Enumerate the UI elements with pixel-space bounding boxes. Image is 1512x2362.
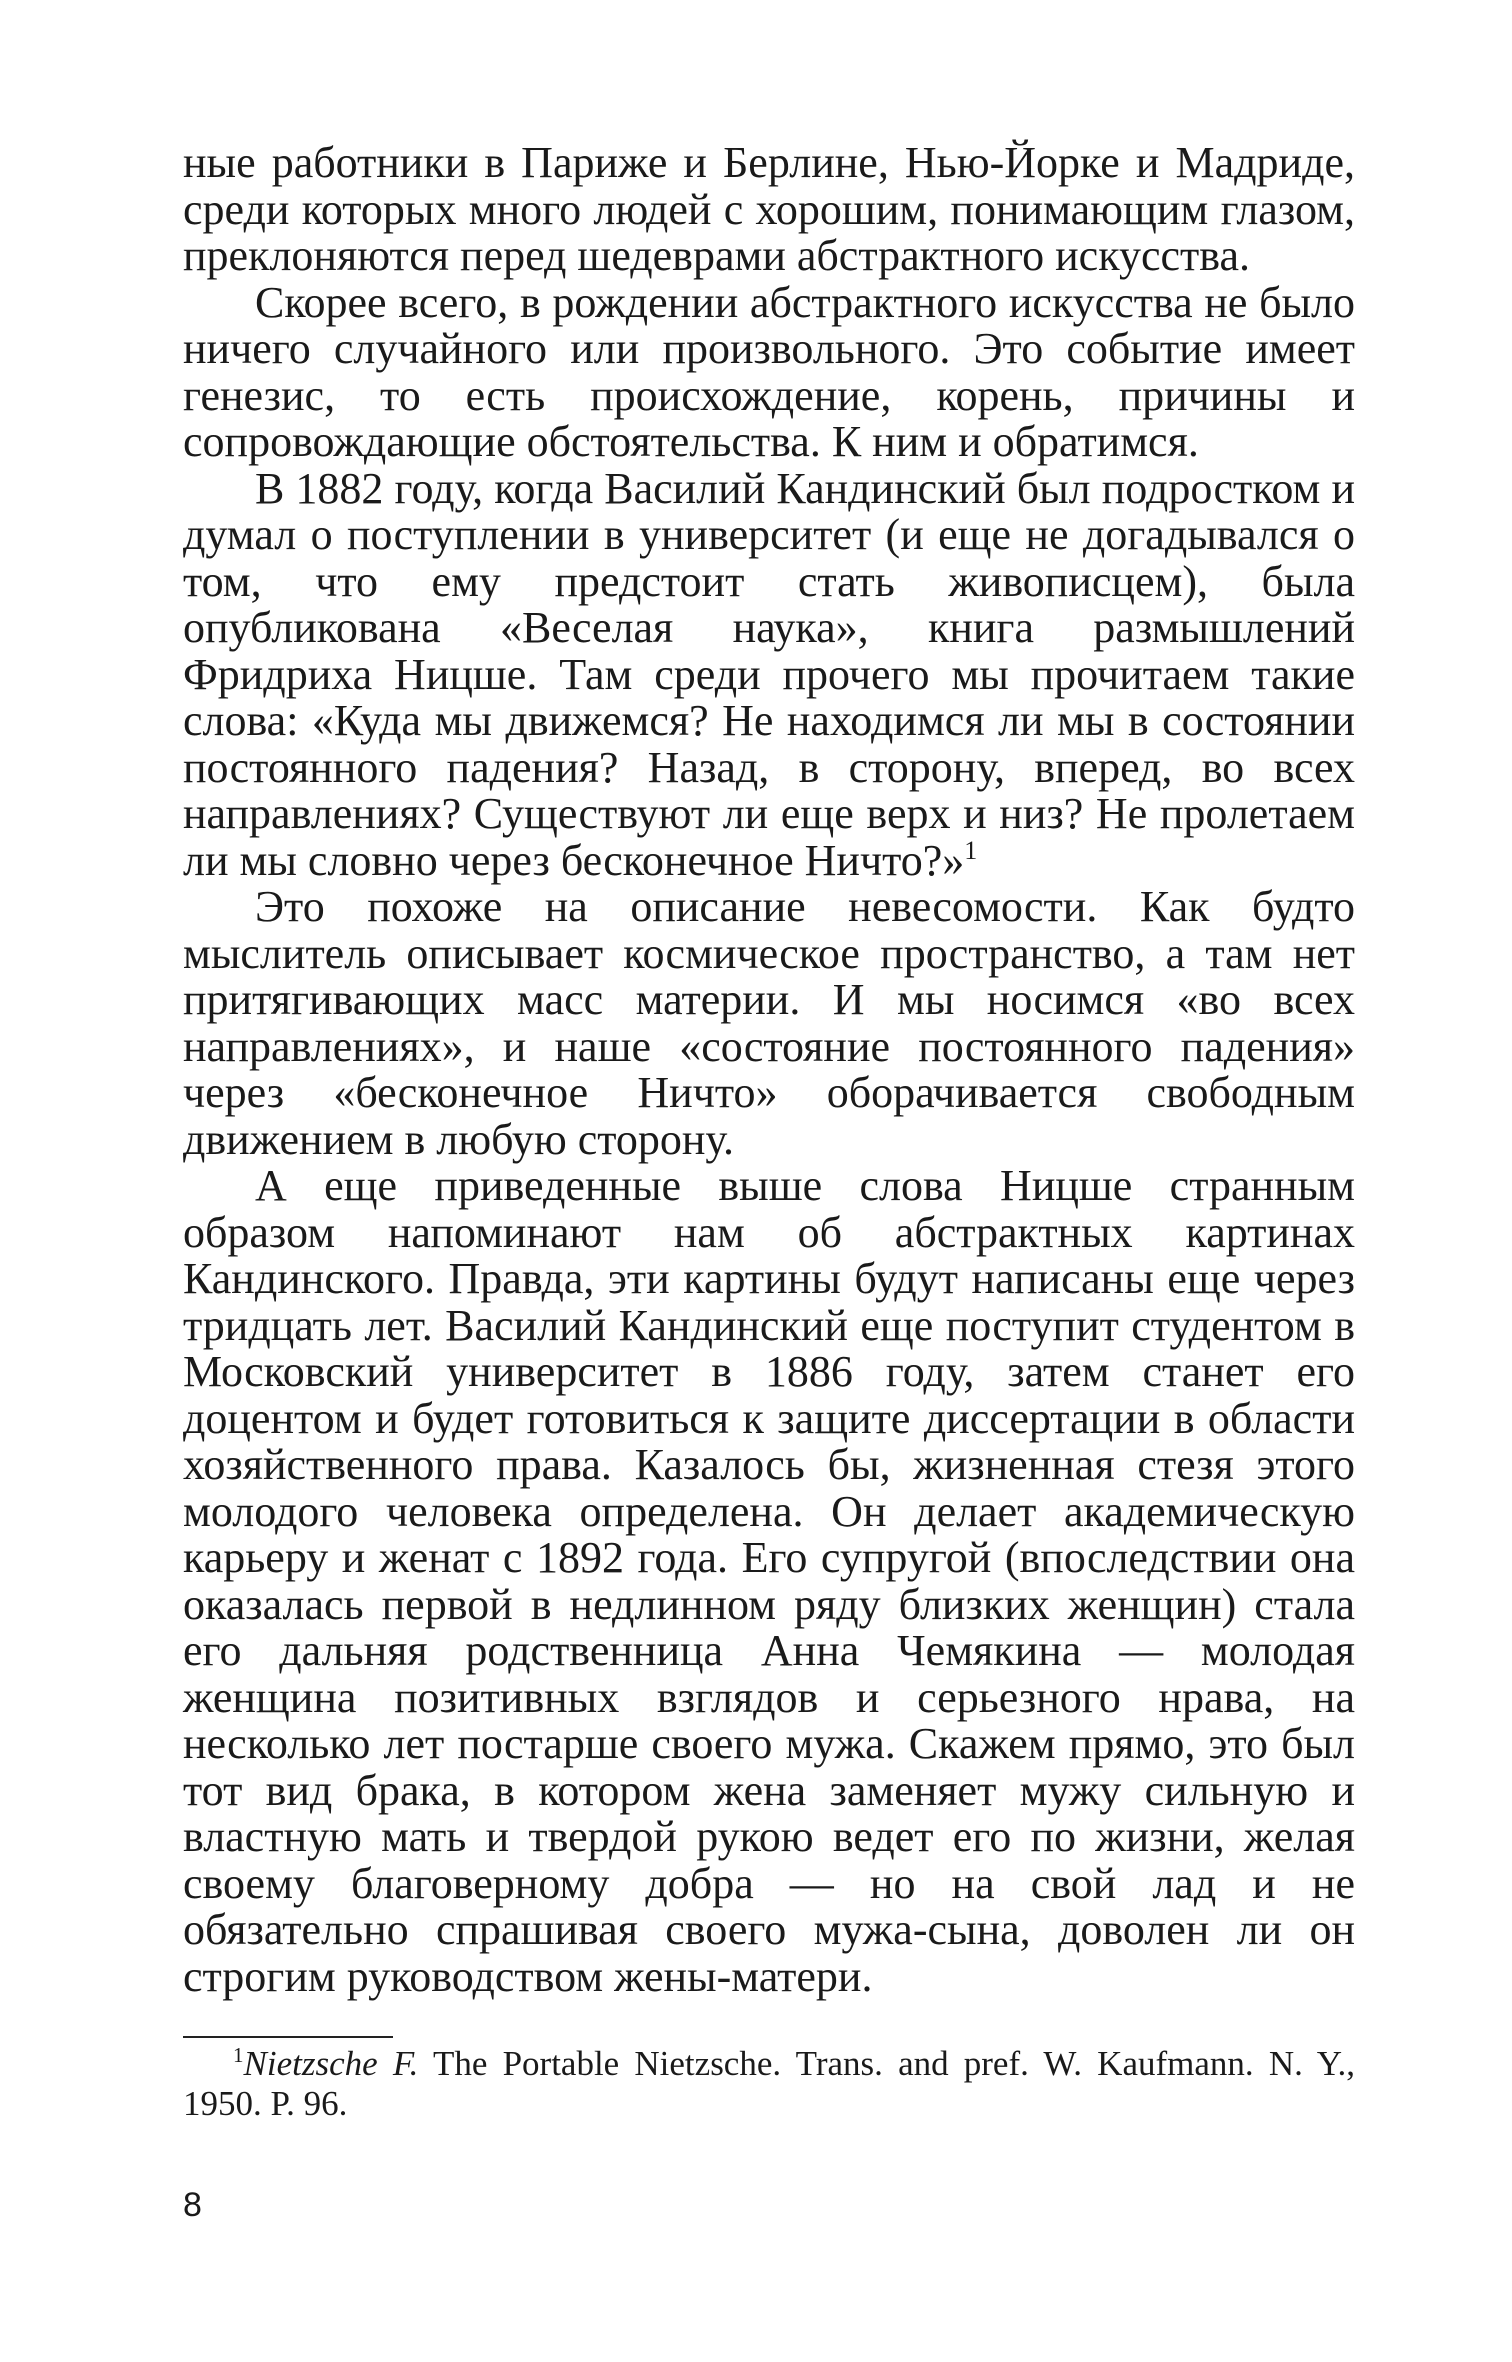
footnote-divider: [183, 2036, 393, 2038]
footnote-reference[interactable]: 1: [964, 835, 978, 865]
page-number: 8: [183, 2186, 202, 2224]
footnote-text: The Portable Nietzsche. Trans. and pref. W. Kaufmann. N. Y., 1950. P. 96.: [183, 2044, 1355, 2123]
paragraph-3: [183, 463, 1355, 885]
footnote-author: Nietzsche F.: [243, 2044, 419, 2083]
footnote: [183, 2044, 1355, 2124]
footnote-number: 1: [233, 2043, 244, 2067]
page-content: [183, 140, 1355, 2124]
paragraph-1: ные работники в Париже и Берлине, Нью-Йорке и Мадриде, среди которых много людей с хорошим, понимающим глазом, преклоняются перед шедеврами абстрактного искусства.: [183, 138, 1355, 280]
paragraph-2: Скорее всего, в рождении абстрактного искусства не было ничего случайного или произвольного. Это событие имеет генезис, то есть происхождение, корень, причины и сопровождающие обстоятельства. К ним и обратимся.: [183, 277, 1355, 466]
paragraph-3-text: В 1882 году, когда Василий Кандинский был подростком и думал о поступлении в университет (и еще не догадывался о том, что ему предстоит стать живописцем), была опубликована «Веселая наука», книга размышлений Фридриха Ницше. Там среди прочего мы прочитаем такие слова: «Куда мы движемся? Не находимся ли мы в состоянии постоянного падения? Назад, в сторону, вперед, во всех направлениях? Существуют ли еще верх и низ? Не пролетаем ли мы словно через бесконечное Ничто?»: [183, 463, 1355, 885]
body-text: [183, 140, 1355, 2000]
paragraph-5: А еще приведенные выше слова Ницше странным образом напоминают нам об абстрактных картинах Кандинского. Правда, эти картины будут написаны еще через тридцать лет. Василий Кандинский еще поступит студентом в Московский университет в 1886 году, затем станет его доцентом и будет готовиться к защите диссертации в области хозяйственного права. Казалось бы, жизненная стезя этого молодого человека определена. Он делает академическую карьеру и женат с 1892 года. Его супругой (впоследствии она оказалась первой в недлинном ряду близких женщин) стала его дальняя родственница Анна Чемякина — молодая женщина позитивных взглядов и серьезного нрава, на несколько лет постарше своего мужа. Скажем прямо, это был тот вид брака, в котором жена заменяет мужу сильную и властную мать и твердой рукою ведет его по жизни, желая своему благоверному добра — но на свой лад и не обязательно спрашивая своего мужа-сына, доволен ли он строгим руководством жены-матери.: [183, 1161, 1355, 2001]
paragraph-4: Это похоже на описание невесомости. Как будто мыслитель описывает космическое пространство, а там нет притягивающих масс материи. И мы носимся «во всех направлениях», и наше «состояние постоянного падения» через «бесконечное Ничто» оборачивается свободным движением в любую сторону.: [183, 882, 1355, 1164]
